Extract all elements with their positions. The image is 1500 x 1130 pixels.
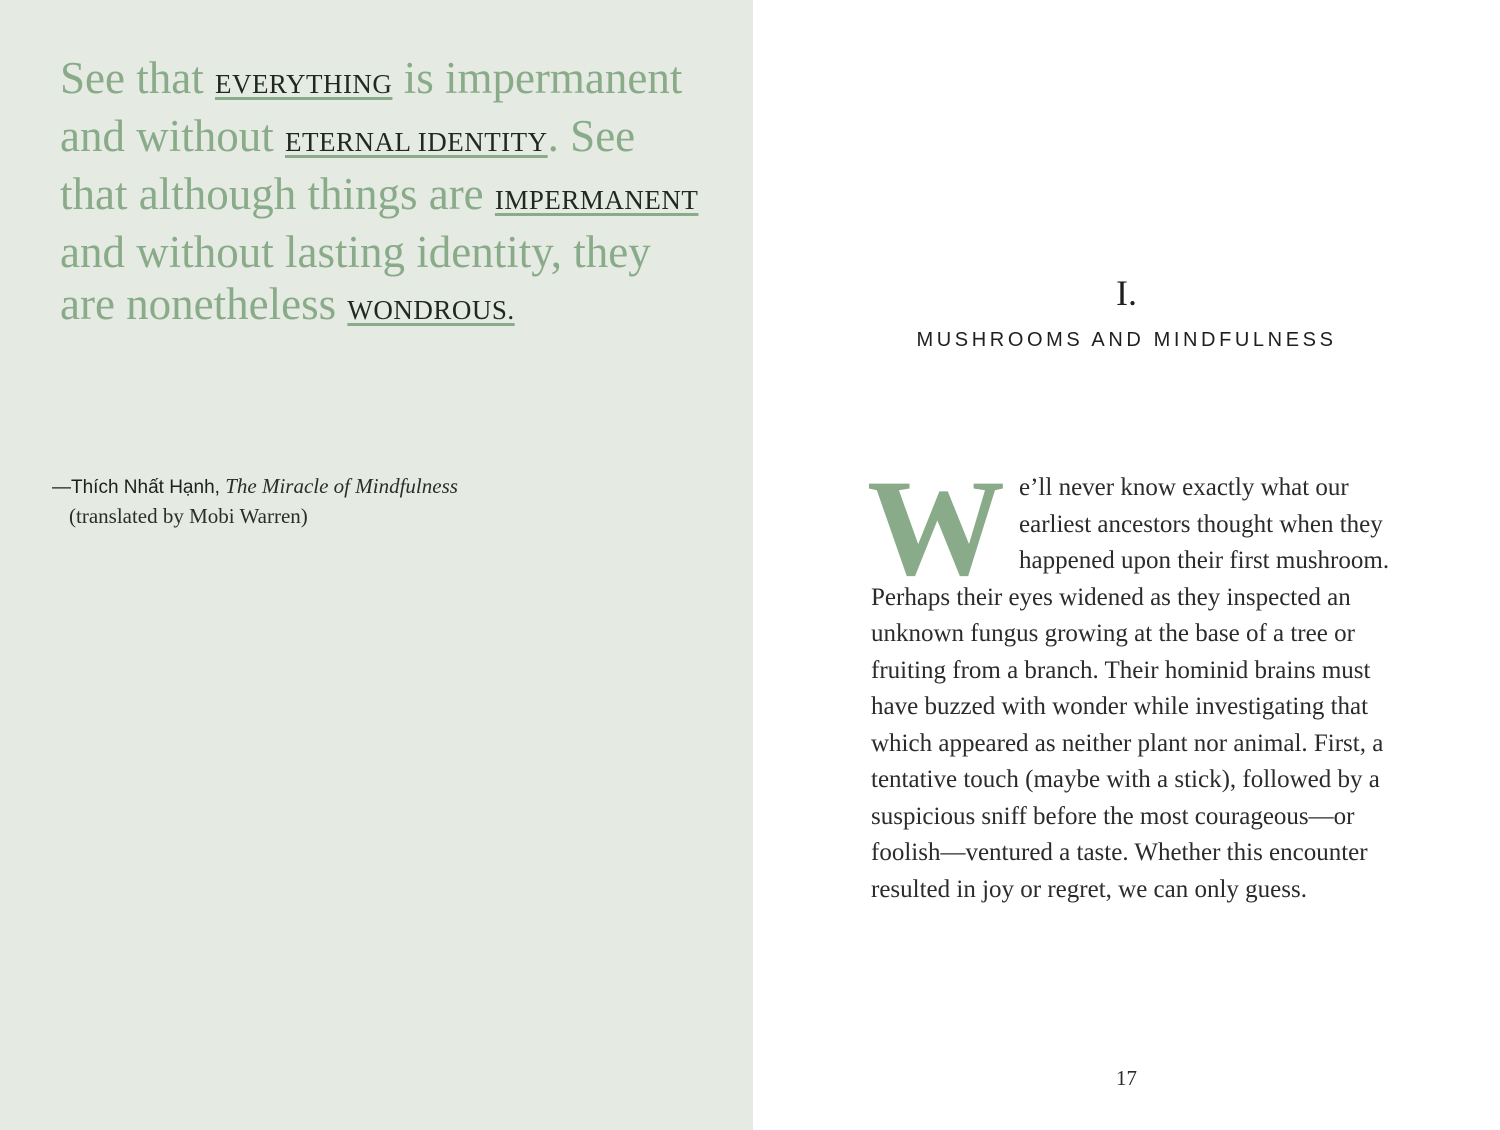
- chapter-title: MUSHROOMS AND MINDFULNESS: [916, 329, 1337, 351]
- attribution-translator: (translated by Mobi Warren): [69, 504, 308, 528]
- emphasis-eternal-identity: ETERNAL IDENTITY: [284, 127, 548, 157]
- chapter-body-text: [867, 451, 1391, 908]
- emphasis-wondrous: WONDROUS.: [347, 295, 515, 325]
- quote-text: is impermanent and without: [60, 53, 683, 161]
- quote-attribution: [52, 472, 692, 531]
- emphasis-impermanent: IMPERMANENT: [494, 185, 699, 215]
- emphasis-everything: EVERYTHING: [214, 69, 393, 99]
- attribution-book-title: The Miracle of Mindfulness: [225, 474, 458, 498]
- attribution-author: —Thích Nhất Hạnh,: [52, 477, 226, 498]
- right-page: [753, 0, 1500, 1130]
- body-paragraph: e’ll never know exactly what our earliest ancestors thought when they happened upon their first mushroom. Perhaps their eyes widened as they inspected an unknown fungus growing at the base of a tree or fruiting from a branch. Their hominid brains must have buzzed with wonder while investigating that which appeared as neither plant nor animal. First, a tentative touch (maybe with a stick), followed by a suspicious sniff before the most courageous—or foolish—ventured a taste. Whether this encounter resulted in joy or regret, we can only guess.: [871, 474, 1390, 903]
- quote-text: See that: [60, 53, 215, 103]
- drop-cap: W: [867, 451, 1005, 604]
- quote-text: and without lasting identity, they are nonetheless: [60, 227, 651, 329]
- quote-text: . See that although things are: [60, 111, 636, 219]
- epigraph-quote: [60, 52, 700, 336]
- chapter-number: I.: [1116, 273, 1137, 313]
- page-number: 17: [1116, 1066, 1137, 1090]
